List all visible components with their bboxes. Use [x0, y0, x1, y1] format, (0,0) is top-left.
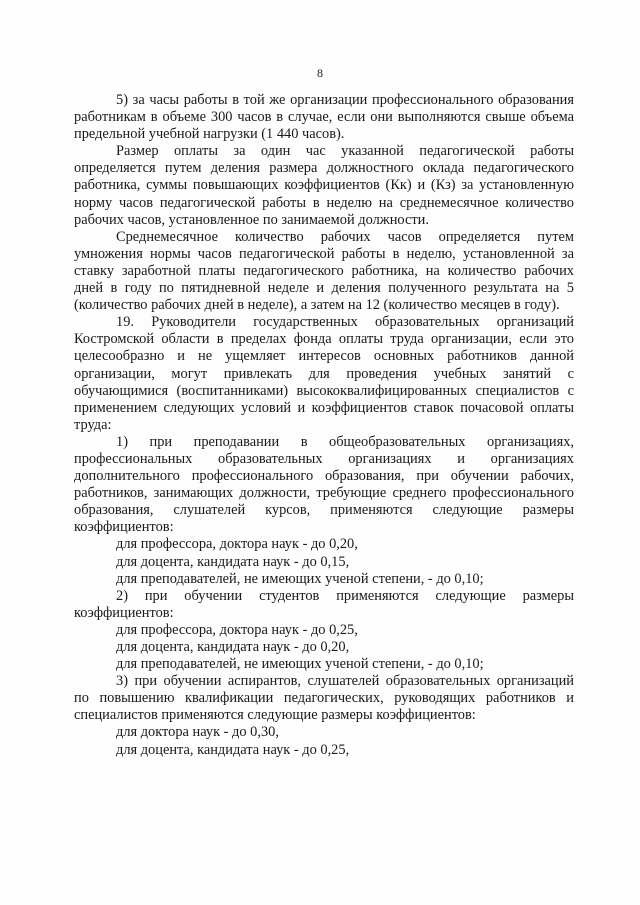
list-item: для преподавателей, не имеющих ученой степени, - до 0,10;	[116, 656, 484, 673]
paragraph: Среднемесячное количество рабочих часов определяется путем умножения нормы часов педагогической работы в неделю, установленной за ставку заработной платы педагогического работника, на количество рабочих дней в году по пятидневной неделе и деления полученного результата на 5 (количество рабочих дней в неделе), а затем на 12 (количество месяцев в году).	[74, 228, 574, 314]
list-item: для преподавателей, не имеющих ученой степени, - до 0,10;	[116, 570, 484, 587]
page-number: 8	[317, 66, 323, 80]
list-item: для профессора, доктора наук - до 0,25,	[116, 621, 358, 638]
list-item: для доцента, кандидата наук - до 0,15,	[116, 553, 350, 570]
paragraph: 5) за часы работы в той же организации профессионального образования работникам в объеме 300 часов в случае, если они выполняются свыше объема предельной учебной нагрузки (1 440 часов).	[74, 92, 574, 143]
paragraph: 19. Руководители государственных образовательных организаций Костромской области в пределах фонда оплаты труда организации, если это целесообразно и не ущемляет интересов основных работников данной организации, могут привлекать для проведения учебных занятий с обучающимися (воспитанниками) высококвалифицированных специалистов с применением следующих условий и коэффициентов ставок почасовой оплаты труда:	[74, 314, 574, 433]
paragraph: 1) при преподавании в общеобразовательных организациях, профессиональных образовательных организациях и организациях дополнительного профессионального образования, при обучении рабочих, работников, занимающих должности, требующие среднего профессионального образования, слушателей курсов, применяются следующие размеры коэффициентов:	[74, 433, 574, 536]
paragraph: 2) при обучении студентов применяются следующие размеры коэффициентов:	[74, 587, 574, 621]
list-item: для доцента, кандидата наук - до 0,25,	[116, 741, 350, 758]
list-item: для доцента, кандидата наук - до 0,20,	[116, 639, 350, 655]
paragraph: 3) при обучении аспирантов, слушателей образовательных организаций по повышению квалификации педагогических, руководящих работников и специалистов применяются следующие размеры коэффициентов:	[74, 673, 574, 724]
document-body	[74, 92, 574, 759]
list-item: для доктора наук - до 0,30,	[116, 724, 279, 741]
list-item: для профессора, доктора наук - до 0,20,	[116, 536, 358, 553]
paragraph: Размер оплаты за один час указанной педагогической работы определяется путем деления размера должностного оклада педагогического работника, суммы повышающих коэффициентов (Кк) и (Кз) за установленную норму часов педагогической работы в неделю на среднемесячное количество рабочих часов, установленное по занимаемой должности.	[74, 143, 574, 228]
